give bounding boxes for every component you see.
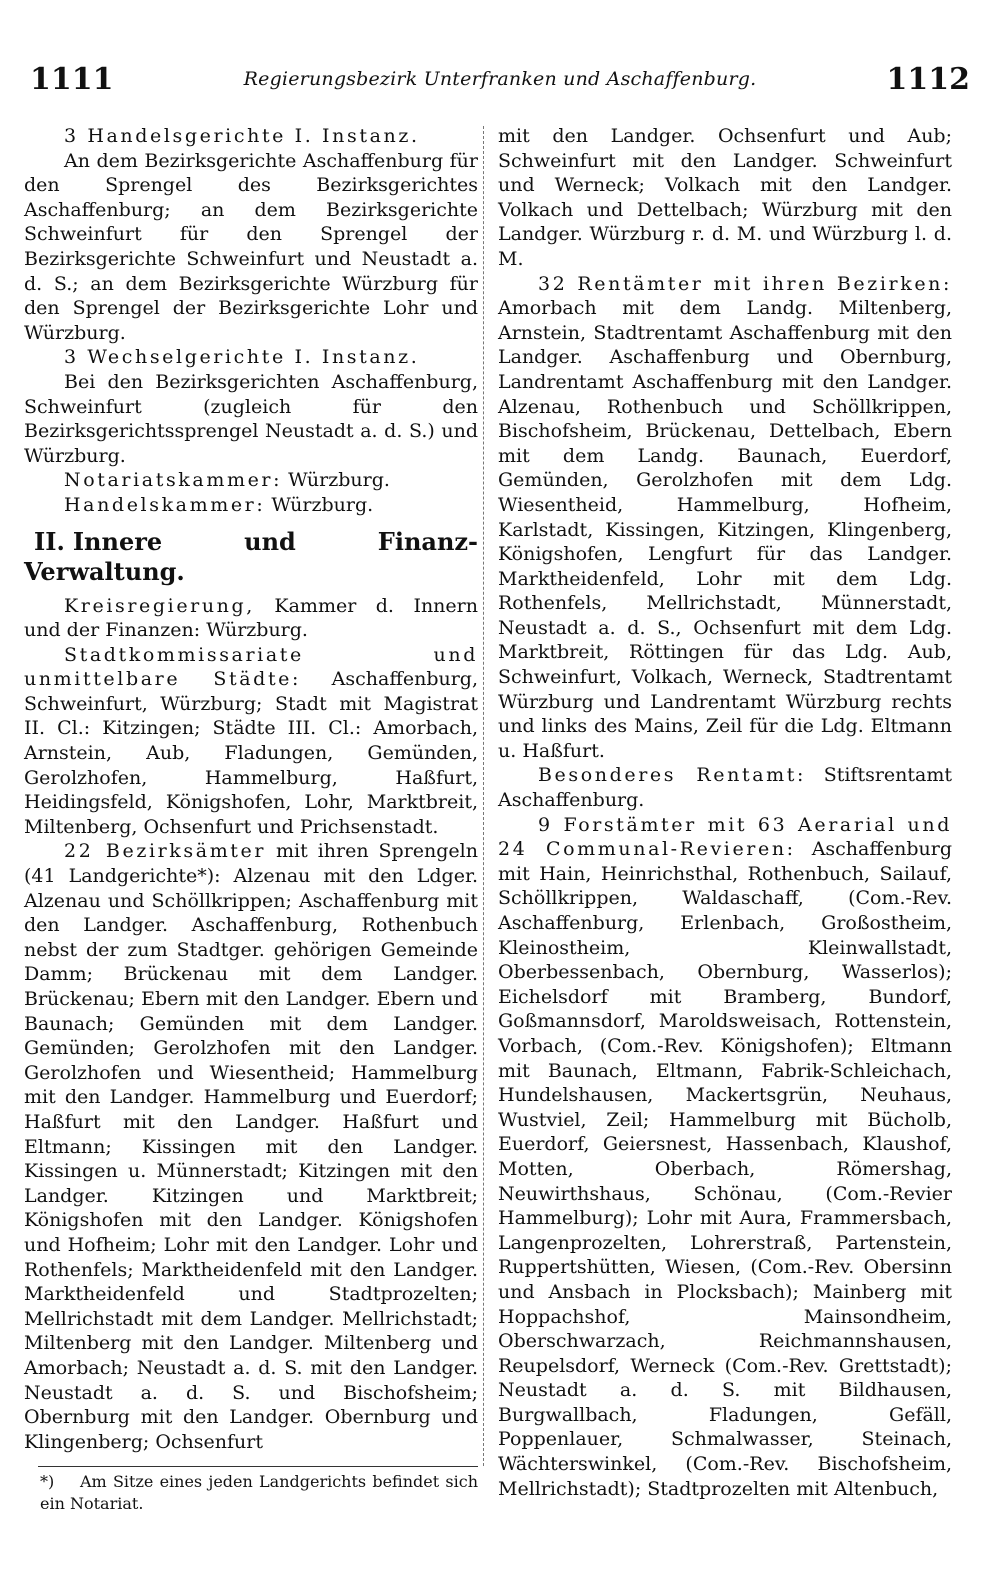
paragraph: 9 Forstämter mit 63 Aerarial und 24 Communal-Revieren: Aschaffenburg mit Hain, Heinrichsthal, Rothenbuch, Sailauf, Schöllkrippen, Waldaschaff, (Com.-Rev. Aschaffenburg, Erlenbach, Großostheim, Kleinostheim, Kleinwallstadt, Oberbessenbach, Obernburg, Wasserlos); Eichelsdorf mit Bramberg, Bundorf, Goßmannsdorf, Maroldsweisach, Rottenstein, Vorbach, (Com.-Rev. Königshofen); Eltmann mit Baunach, Eltmann, Fabrik-Schleichach, Hundelshausen, Mackertsgrün, Neuhaus, Wustviel, Zeil; Hammelburg mit Bücholb, Euerdorf, Geiersnest, Hassenbach, Klaushof, Motten, Oberbach, Römershag, Neuwirthshaus, Schönau, (Com.-Revier Hammelburg); Lohr mit Aura, Frammersbach, Langenprozelten, Lohrerstraß, Partenstein, Ruppertshütten, Wiesen, (Com.-Rev. Obersinn und Ansbach in Plocksbach); Mainberg mit Hoppachshof, Mainsondheim, Oberschwarzach, Reichmannshausen, Reupelsdorf, Werneck (Com.-Rev. Grettstadt); Neustadt a. d. S. mit Bildhausen, Burgwallbach, Fladungen, Gefäll, Poppenlauer, Schmalwasser, Steinach, Wächterswinkel, (Com.-Rev. Bischofsheim, Mellrichstadt); Stadtprozelten mit Altenbuch, — [498, 813, 952, 1500]
paragraph-heading: 3 Wechselgerichte I. Instanz. — [64, 346, 420, 369]
footnote-rule — [38, 1466, 478, 1467]
paragraph: Besonderes Rentamt: Stiftsrentamt Aschaffenburg. — [498, 764, 953, 812]
paragraph: mit den Landger. Ochsenfurt und Aub; Schweinfurt mit den Landger. Schweinfurt und Werneck; Volkach mit den Landger. Volkach und Dettelbach; Würzburg mit den Landger. Würzburg r. d. M. und Würzburg l. d. M. — [498, 125, 952, 270]
paragraph: Handelskammer: Würzburg. — [64, 493, 374, 516]
paragraph: An dem Bezirksgerichte Aschaffenburg für den Sprengel des Bezirksgerichtes Aschaffenburg; an dem Bezirksgerichte Schweinfurt für den Sprengel der Bezirksgerichte Schweinfurt und Neustadt a. d. S.; an dem Bezirksgerichte Würzburg für den Sprengel der Bezirksgerichte Lohr und Würzburg. — [24, 149, 478, 344]
paragraph: Stadtkommissariate und unmittelbare Städte: Aschaffenburg, Schweinfurt, Würzburg; Stadt mit Magistrat II. Cl.: Kitzingen; Städte III. Cl.: Amorbach, Arnstein, Aub, Fladungen, Gemünden, Gerolzhofen, Hammelburg, Haßfurt, Heidingsfeld, Königshofen, Lohr, Marktbreit, Miltenberg, Ochsenfurt und Prichsenstadt. — [24, 643, 479, 838]
footnote-mark: *) — [40, 1472, 55, 1492]
section-title: Innere und Finanz-Verwaltung. — [24, 526, 478, 586]
paragraph: Bei den Bezirksgerichten Aschaffenburg, Schweinfurt (zugleich für den Bezirksgerichtssprengel Neustadt a. d. S.) und Würzburg. — [24, 370, 478, 467]
section-heading — [24, 527, 478, 587]
footnote — [24, 1471, 478, 1515]
paragraph: Kreisregierung, Kammer d. Innern und der Finanzen: Würzburg. — [24, 594, 478, 642]
column-divider — [483, 126, 484, 1466]
paragraph: 32 Rentämter mit ihren Bezirken: Amorbach mit dem Landg. Miltenberg, Arnstein, Stadtrentamt Aschaffenburg mit den Landger. Aschaffenburg und Obernburg, Landrentamt Aschaffenburg mit den Landger. Alzenau, Rothenbuch und Schöllkrippen, Bischofsheim, Brückenau, Dettelbach, Ebern mit dem Landg. Baunach, Euerdorf, Gemünden, Gerolzhofen mit dem Ldg. Wiesentheid, Hammelburg, Hofheim, Karlstadt, Kissingen, Kitzingen, Klingenberg, Königshofen, Lengfurt für das Landger. Marktheidenfeld, Lohr mit dem Ldg. Rothenfels, Mellrichstadt, Münnerstadt, Neustadt a. d. S., Ochsenfurt mit dem Ldg. Marktbreit, Röttingen für das Ldg. Aub, Schweinfurt, Volkach, Werneck, Stadtrentamt Würzburg und Landrentamt Würzburg rechts und links des Mains, Zeil für die Ldg. Eltmann u. Haßfurt. — [498, 272, 952, 762]
left-column — [24, 124, 478, 1515]
page-number-right: 1112 — [886, 62, 970, 97]
right-column — [498, 124, 952, 1501]
page-number-left: 1111 — [30, 62, 114, 97]
page-header — [30, 62, 970, 102]
paragraph: Notariatskammer: Würzburg. — [64, 469, 390, 492]
paragraph-heading: 3 Handelsgerichte I. Instanz. — [64, 125, 420, 147]
running-title: Regierungsbezirk Unterfranken und Aschaffenburg. — [243, 68, 757, 90]
section-number: II. — [34, 526, 65, 556]
footnote-text: Am Sitze eines jeden Landgerichts befindet sich ein Notariat. — [40, 1472, 478, 1514]
paragraph: 22 Bezirksämter mit ihren Sprengeln (41 Landgerichte*): Alzenau mit den Ldger. Alzenau und Schöllkrippen; Aschaffenburg mit den Landger. Aschaffenburg, Rothenbuch nebst der zum Stadtger. gehörigen Gemeinde Damm; Brückenau mit dem Landger. Brückenau; Ebern mit den Landger. Ebern und Baunach; Gemünden mit dem Landger. Gemünden; Gerolzhofen mit den Landger. Gerolzhofen und Wiesentheid; Hammelburg mit den Landger. Hammelburg und Euerdorf; Haßfurt mit den Landger. Haßfurt und Eltmann; Kissingen mit den Landger. Kissingen u. Münnerstadt; Kitzingen mit den Landger. Kitzingen und Marktbreit; Königshofen mit den Landger. Königshofen und Hofheim; Lohr mit den Landger. Lohr und Rothenfels; Marktheidenfeld mit den Landger. Marktheidenfeld und Stadtprozelten; Mellrichstadt mit dem Landger. Mellrichstadt; Miltenberg mit den Landger. Miltenberg und Amorbach; Neustadt a. d. S. mit den Landger. Neustadt a. d. S. und Bischofsheim; Obernburg mit den Landger. Obernburg und Klingenberg; Ochsenfurt — [24, 840, 478, 1453]
